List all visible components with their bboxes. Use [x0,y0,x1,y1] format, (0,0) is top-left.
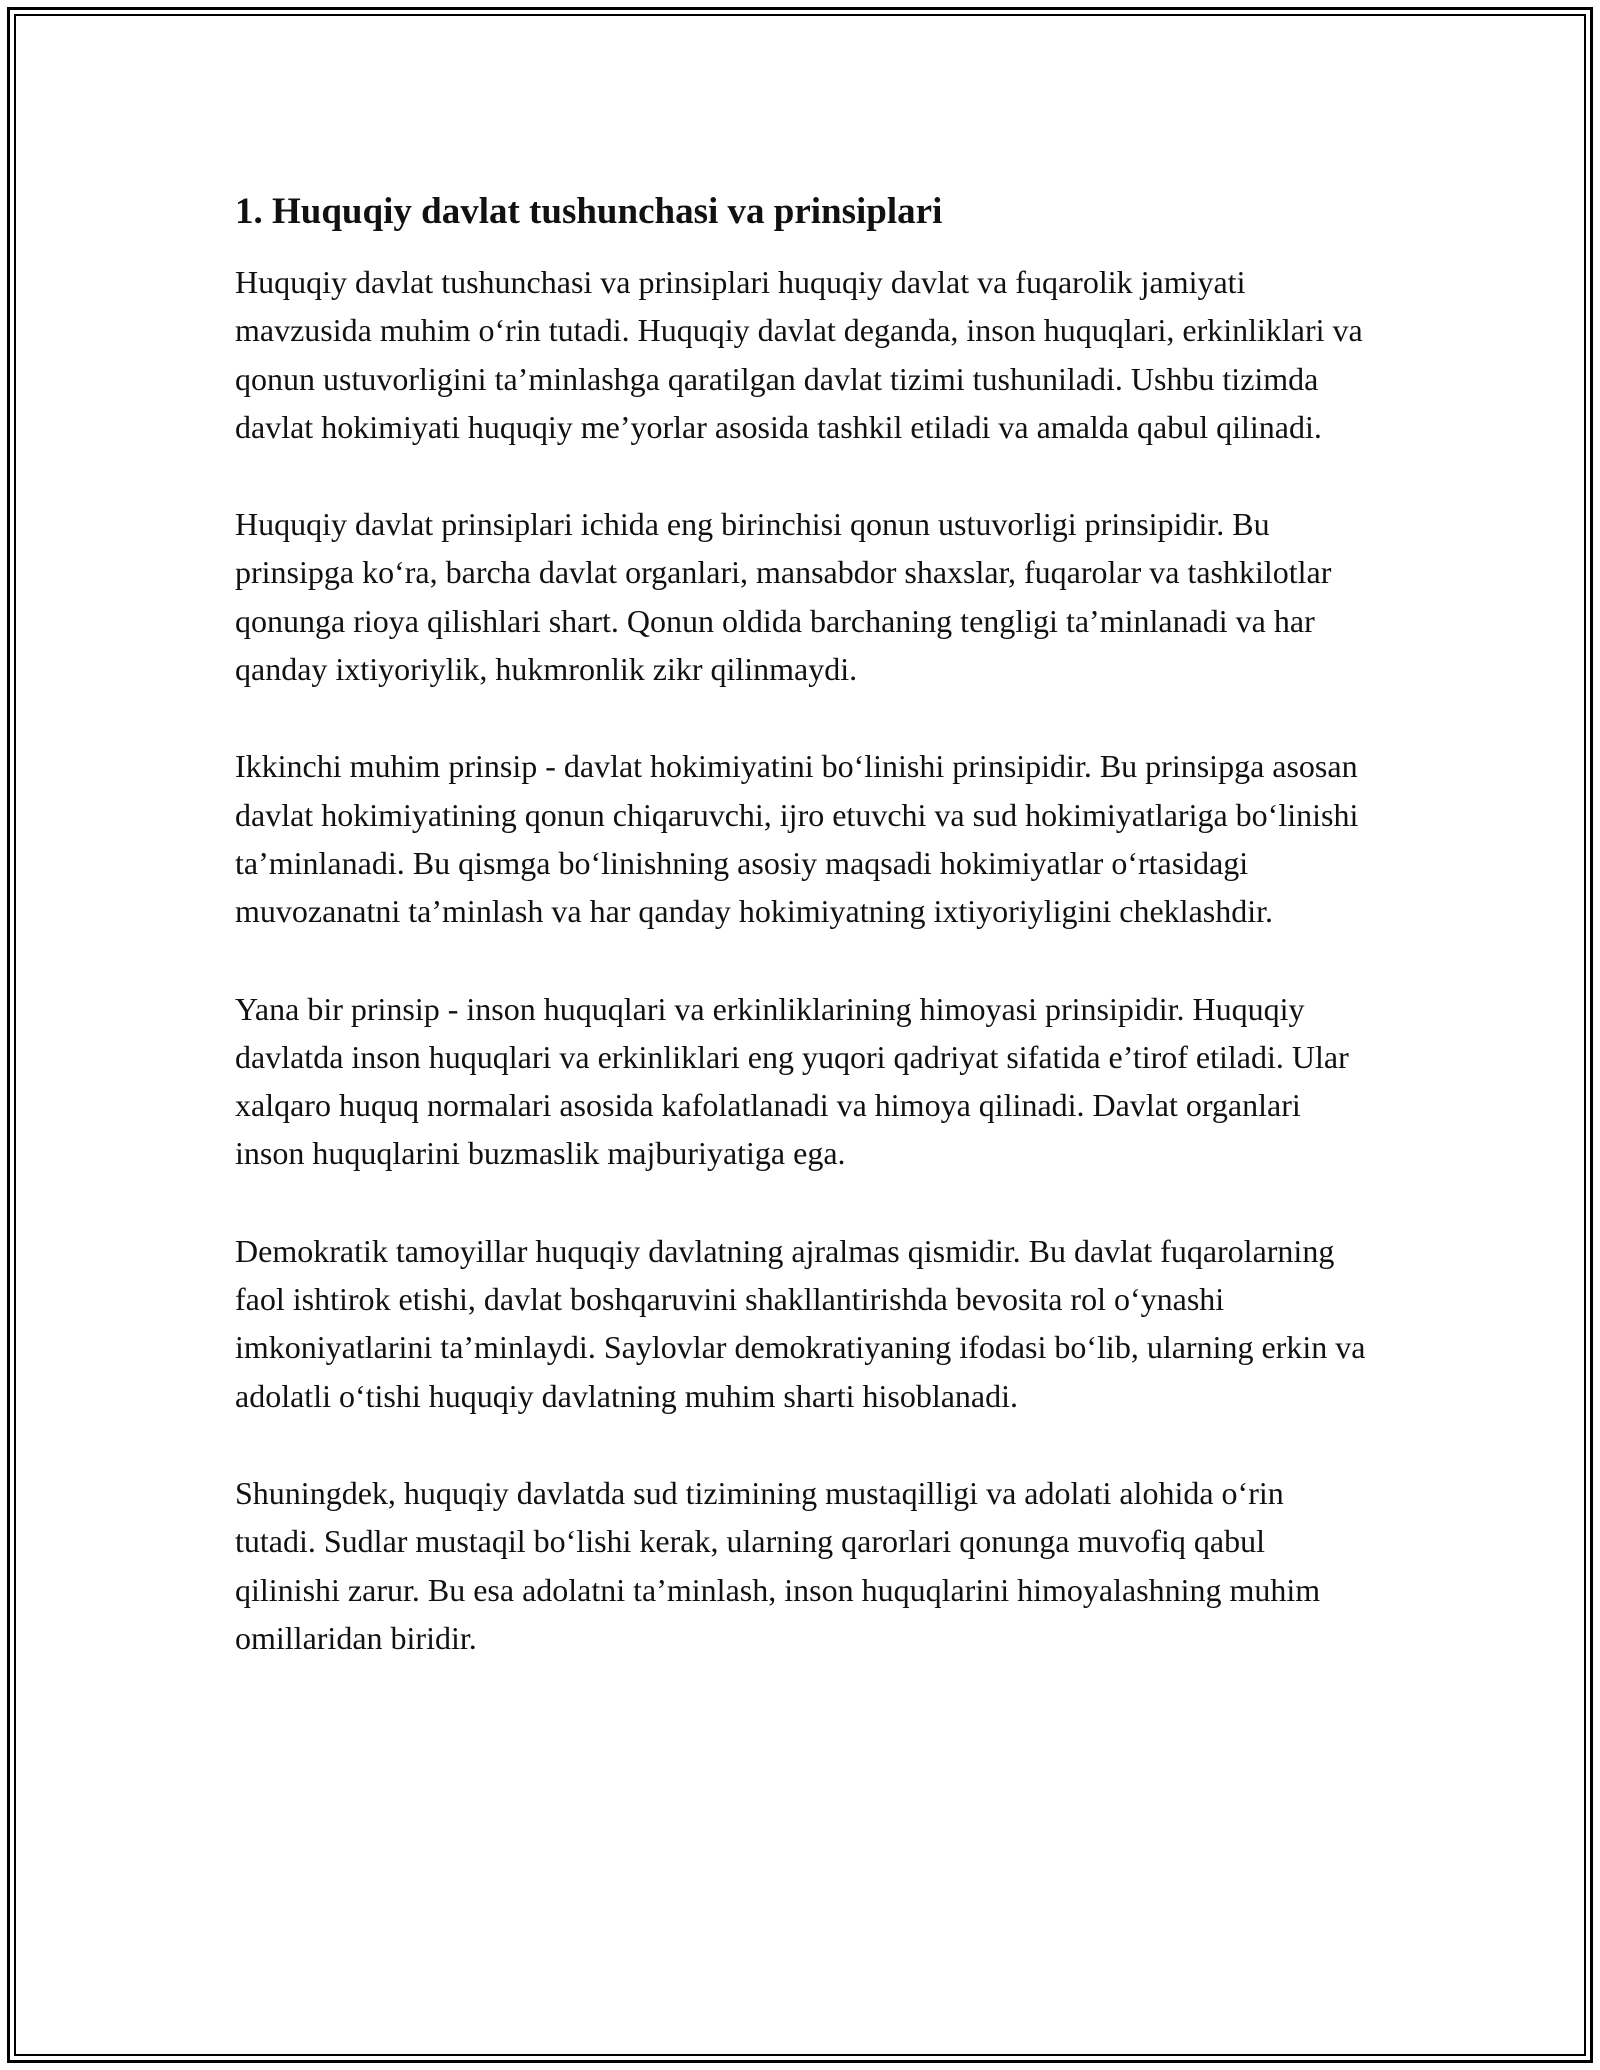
document-body [235,188,1370,1711]
document-title: 1. Huquqiy davlat tushunchasi va prinsiplari [235,191,943,232]
paragraph-2: Huquqiy davlat prinsiplari ichida eng birinchisi qonun ustuvorligi prinsipidir. Bu prinsipga ko‘ra, barcha davlat organlari, mansabdor shaxslar, fuqarolar va tashkilotlar qonunga rioya qilishlari shart. Qonun oldida barchaning tengligi ta’minlanadi va har qanday ixtiyoriylik, hukmronlik zikr qilinmaydi. [235,506,1332,688]
paragraph-1: Huquqiy davlat tushunchasi va prinsiplari huquqiy davlat va fuqarolik jamiyati mavzusida muhim o‘rin tutadi. Huquqiy davlat deganda, inson huquqlari, erkinliklari va qonun ustuvorligini ta’minlashga qaratilgan davlat tizimi tushuniladi. Ushbu tizimda davlat hokimiyati huquqiy me’yorlar asosida tashkil etiladi va amalda qabul qilinadi. [235,264,1363,445]
paragraph-5: Demokratik tamoyillar huquqiy davlatning ajralmas qismidir. Bu davlat fuqarolarning faol ishtirok etishi, davlat boshqaruvini shakllantirishda bevosita rol o‘ynashi imkoniyatlarini ta’minlaydi. Saylovlar demokratiyaning ifodasi bo‘lib, ularning erkin va adolatli o‘tishi huquqiy davlatning muhim sharti hisoblanadi. [235,1232,1366,1414]
paragraph-6: Shuningdek, huquqiy davlatda sud tizimining mustaqilligi va adolati alohida o‘rin tutadi. Sudlar mustaqil bo‘lishi kerak, ularning qarorlari qonunga muvofiq qabul qilinishi zarur. Bu esa adolatni ta’minlash, inson huquqlarini himoyalashning muhim omillaridan biridir. [235,1474,1321,1656]
paragraph-4: Yana bir prinsip - inson huquqlari va erkinliklarining himoyasi prinsipidir. Huquqiy davlatda inson huquqlari va erkinliklari eng yuqori qadriyat sifatida e’tirof etiladi. Ular xalqaro huquq normalari asosida kafolatlanadi va himoya qilinadi. Davlat organlari inson huquqlarini buzmaslik majburiyatiga ega. [235,990,1349,1172]
paragraph-3: Ikkinchi muhim prinsip - davlat hokimiyatini bo‘linishi prinsipidir. Bu prinsipga asosan davlat hokimiyatining qonun chiqaruvchi, ijro etuvchi va sud hokimiyatlariga bo‘linishi ta’minlanadi. Bu qismga bo‘linishning asosiy maqsadi hokimiyatlar o‘rtasidagi muvozanatni ta’minlash va har qanday hokimiyatning ixtiyoriyligini cheklashdir. [235,748,1359,930]
